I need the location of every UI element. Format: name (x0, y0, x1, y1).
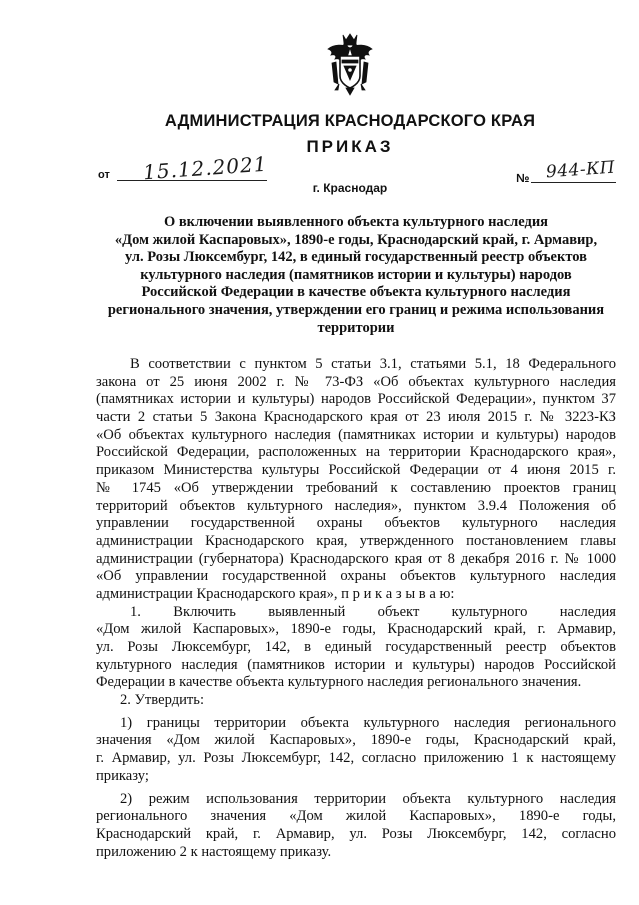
heading-line: территории (317, 319, 395, 336)
heading-line: Российской Федерации в качестве объекта культурного наследия (141, 284, 571, 301)
handwritten-date: 15.12.2021 (142, 151, 269, 185)
text-line: 1. Включить выявленный объект культурного наследия (130, 603, 616, 620)
date-label: от (98, 169, 110, 181)
text-line: культурного наследия (памятников истории и культуры) народов Российской (96, 656, 616, 673)
text-line: территорий объектов культурного наследия», пунктом 3.9.4 Положения об (96, 497, 616, 514)
text-line: регионального значения «Дом жилой Каспаровых», 1890-е годы, (96, 808, 616, 825)
preamble-paragraph (96, 356, 616, 604)
text-line: В соответствии с пунктом 5 статьи 3.1, статьями 5.1, 18 Федерального (130, 356, 616, 372)
text-line: закона от 25 июня 2002 г. № 73-ФЗ «Об объектах культурного наследия (96, 373, 616, 390)
heading-line: регионального значения, утверждении его границ и режима использования (107, 301, 605, 318)
document-body (96, 356, 616, 861)
text-line: Федерации в качестве объекта культурного наследия регионального значения. (96, 674, 582, 691)
text-line: администрации (губернатора) Краснодарского края от 8 декабря 2016 г. № 1000 (96, 550, 616, 567)
document-type: ПРИКАЗ (306, 137, 394, 156)
text-line: «Дом жилой Каспаровых», 1890-е годы, Краснодарский край, г. Армавир, (96, 621, 616, 638)
coat-of-arms-icon (325, 32, 375, 98)
text-line: Российской Федерации, расположенных на территории Краснодарского края», (96, 444, 616, 461)
text-line: значения «Дом жилой Каспаровых», 1890-е годы, Краснодарский край, (96, 732, 616, 749)
text-line: «Об управлении государственной охраны объектов культурного наследия (96, 568, 616, 585)
text-line: 2) режим использования территории объекта культурного наследия (120, 790, 616, 807)
text-line: администрации Краснодарского края», п р и к а з ы в а ю: (96, 585, 455, 602)
text-line: управлении государственной охраны объектов культурного наследия (96, 515, 616, 532)
city-name: г. Краснодар (312, 181, 388, 195)
item-2-2-paragraph (96, 791, 616, 862)
text-line: части 2 статьи 5 Закона Краснодарского края от 23 июля 2015 г. № 3223-КЗ (96, 409, 616, 426)
text-line: Краснодарский край, г. Армавир, ул. Розы Люксембург, 142, согласно (96, 825, 616, 842)
text-line: 1) границы территории объекта культурного наследия регионального (120, 714, 616, 731)
heading-line: О включении выявленного объекта культурного наследия (163, 214, 549, 230)
item-1-paragraph (96, 604, 616, 692)
text-line: приказом Министерства культуры Российской Федерации от 4 июня 2015 г. (96, 462, 616, 479)
heading-line: культурного наследия (памятников истории и культуры) народов (140, 266, 572, 283)
document-heading (96, 214, 616, 337)
text-line: № 1745 «Об утверждении требований к составлению проектов границ (96, 479, 616, 496)
heading-line: ул. Розы Люксембург, 142, в единый государственный реестр объектов (125, 249, 587, 266)
number-label: № (516, 171, 530, 185)
heading-line: «Дом жилой Каспаровых», 1890-е годы, Краснодарский край, г. Армавир, (114, 231, 598, 248)
text-line: (памятниках истории и культуры) народов Российской Федерации», пунктом 37 (96, 391, 616, 408)
handwritten-number: 944-КП (545, 157, 616, 183)
text-line: приказу; (96, 767, 149, 784)
organization-title: АДМИНИСТРАЦИЯ КРАСНОДАРСКОГО КРАЯ (164, 112, 536, 130)
text-line: ул. Розы Люксембург, 142, в единый государственный реестр объектов (96, 639, 616, 655)
item-2-heading: 2. Утвердить: (120, 692, 205, 709)
text-line: г. Армавир, ул. Розы Люксембург, 142, согласно приложению 1 к настоящему (96, 750, 616, 767)
text-line: приложению 2 к настоящему приказу. (96, 843, 332, 860)
item-2-1-paragraph (96, 715, 616, 786)
text-line: администрации Краснодарского края, утвержденного постановлением главы (96, 532, 616, 549)
text-line: «Об объектах культурного наследия (памятниках истории и культуры) народов (96, 426, 616, 443)
